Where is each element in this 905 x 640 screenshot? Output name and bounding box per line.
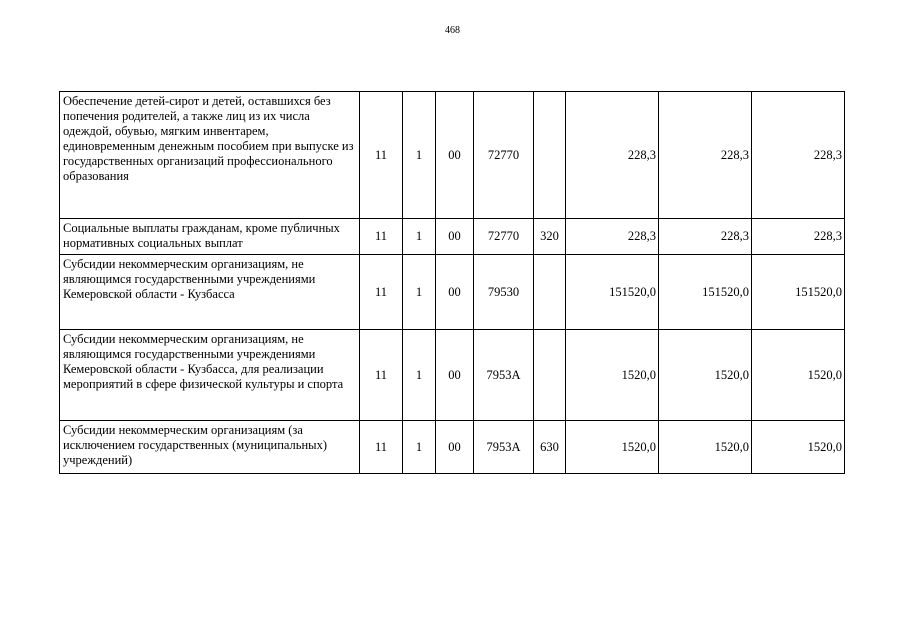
- subsection-cell: 1: [403, 255, 436, 330]
- table-row: [60, 219, 845, 255]
- table-row: [60, 255, 845, 330]
- value-year3-cell: 228,3: [752, 219, 845, 255]
- row-name-cell: Субсидии некоммерческим организациям (за исключением государственных (муниципальных) учреждений): [60, 421, 360, 474]
- subsection-cell: 1: [403, 330, 436, 421]
- section-cell: 11: [360, 421, 403, 474]
- expense-type-cell: 630: [534, 421, 566, 474]
- expense-type-cell: 320: [534, 219, 566, 255]
- table-row: [60, 92, 845, 219]
- budget-table: [59, 91, 845, 474]
- value-year1-cell: 228,3: [566, 92, 659, 219]
- section-cell: 11: [360, 255, 403, 330]
- section-cell: 11: [360, 219, 403, 255]
- subsection-cell: 1: [403, 92, 436, 219]
- program-cell: 00: [436, 330, 474, 421]
- program-cell: 00: [436, 421, 474, 474]
- value-year1-cell: 228,3: [566, 219, 659, 255]
- table-row: [60, 330, 845, 421]
- subsection-cell: 1: [403, 219, 436, 255]
- program-cell: 00: [436, 92, 474, 219]
- row-name-cell: Субсидии некоммерческим организациям, не являющимся государственными учреждениями Кемеровской области - Кузбасса, для реализации мероприятий в сфере физической культуры и спорта: [60, 330, 360, 421]
- value-year1-cell: 1520,0: [566, 330, 659, 421]
- expense-type-cell: [534, 92, 566, 219]
- direction-cell: 7953А: [474, 421, 534, 474]
- subsection-cell: 1: [403, 421, 436, 474]
- value-year3-cell: 1520,0: [752, 330, 845, 421]
- direction-cell: 72770: [474, 219, 534, 255]
- page-number: 468: [445, 25, 460, 36]
- table-row: [60, 421, 845, 474]
- expense-type-cell: [534, 330, 566, 421]
- value-year2-cell: 228,3: [659, 219, 752, 255]
- row-name-cell: Субсидии некоммерческим организациям, не являющимся государственными учреждениями Кемеровской области - Кузбасса: [60, 255, 360, 330]
- value-year2-cell: 151520,0: [659, 255, 752, 330]
- value-year3-cell: 1520,0: [752, 421, 845, 474]
- section-cell: 11: [360, 92, 403, 219]
- direction-cell: 79530: [474, 255, 534, 330]
- value-year2-cell: 1520,0: [659, 421, 752, 474]
- direction-cell: 72770: [474, 92, 534, 219]
- row-name-cell: Обеспечение детей-сирот и детей, оставшихся без попечения родителей, а также лиц из их числа одеждой, обувью, мягким инвентарем, единовременным денежным пособием при выпуске из государственных организаций профессионального образования: [60, 92, 360, 219]
- value-year1-cell: 151520,0: [566, 255, 659, 330]
- value-year3-cell: 228,3: [752, 92, 845, 219]
- direction-cell: 7953А: [474, 330, 534, 421]
- program-cell: 00: [436, 255, 474, 330]
- program-cell: 00: [436, 219, 474, 255]
- section-cell: 11: [360, 330, 403, 421]
- expense-type-cell: [534, 255, 566, 330]
- row-name-cell: Социальные выплаты гражданам, кроме публичных нормативных социальных выплат: [60, 219, 360, 255]
- value-year3-cell: 151520,0: [752, 255, 845, 330]
- value-year2-cell: 1520,0: [659, 330, 752, 421]
- value-year1-cell: 1520,0: [566, 421, 659, 474]
- value-year2-cell: 228,3: [659, 92, 752, 219]
